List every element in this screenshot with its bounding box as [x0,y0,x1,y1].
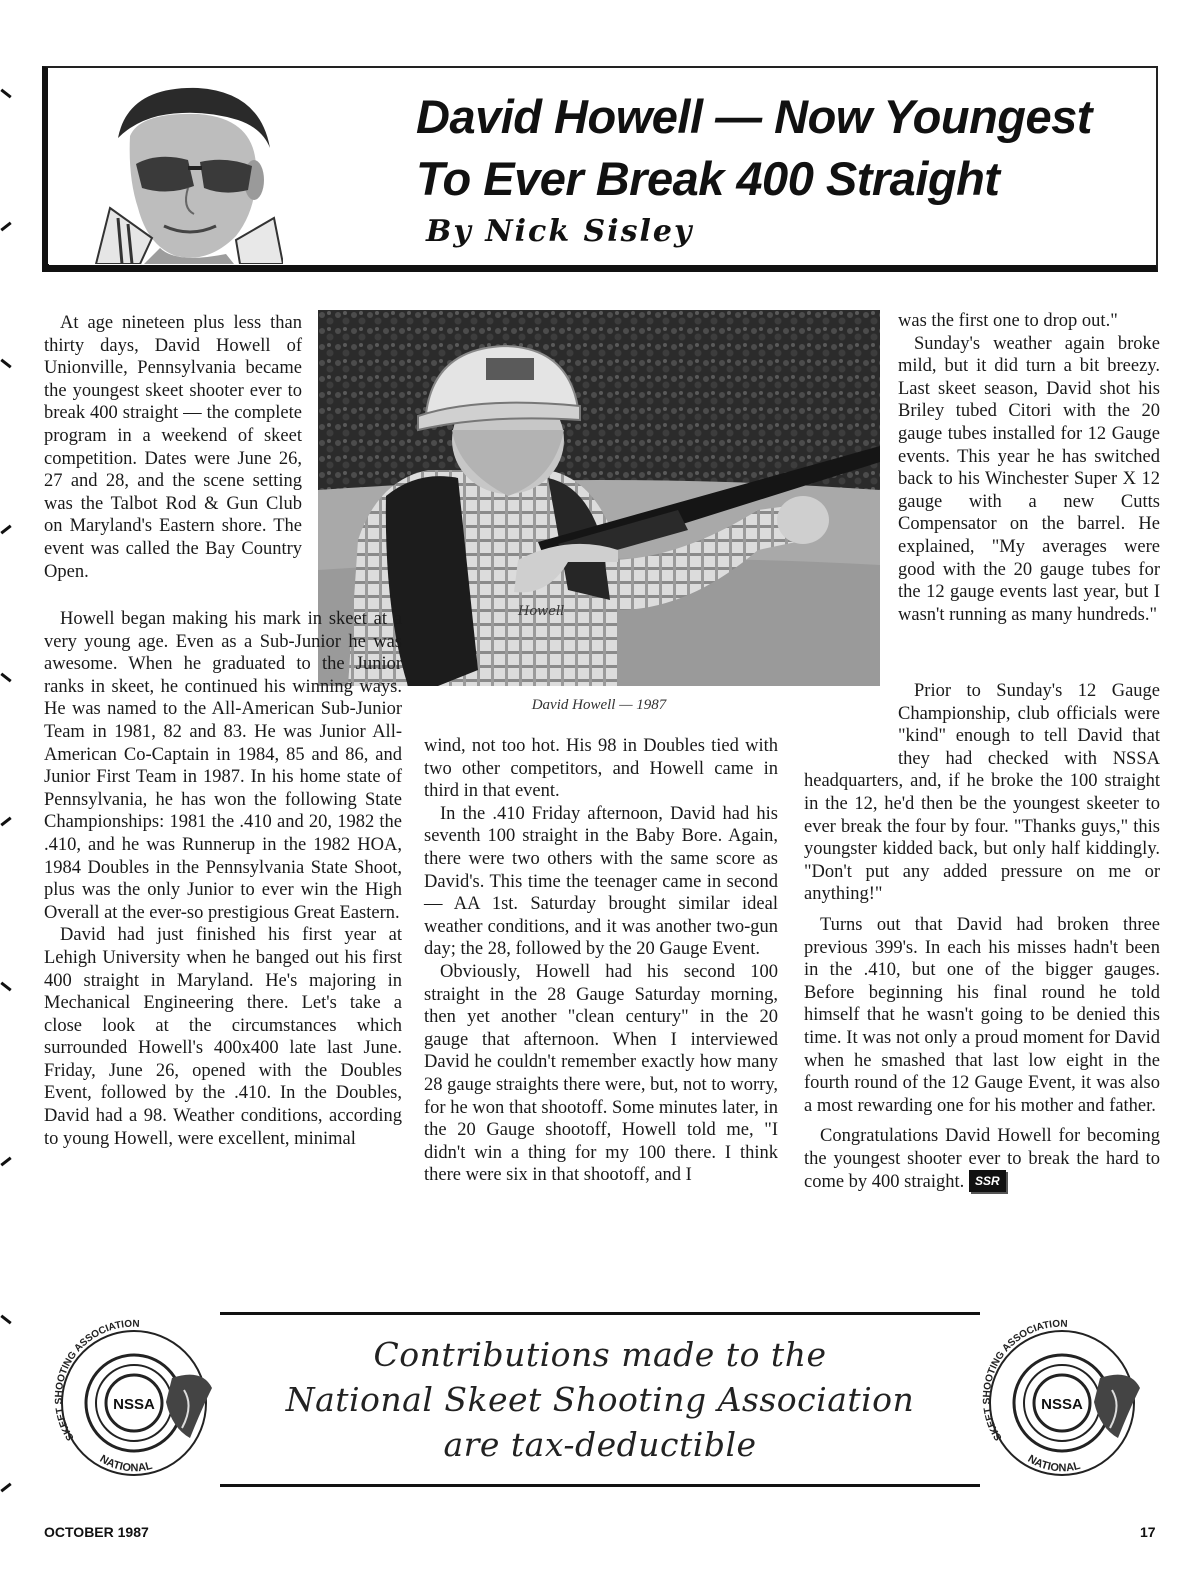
page-number: 17 [1140,1524,1156,1540]
margin-tick [0,1157,11,1167]
right-paragraph-4: Turns out that David had broken three previous 399's. In each his misses hadn't been in the .410, but one of the bigger gauges. Before beginning his final round he told himself that he wasn't going to be denied this time. It was not only a proud moment for David when he smashed that last low eight in the fourth round of the 12 Gauge Event, it was also a most rewarding one for his mother and father. [804,914,1160,1116]
column-left-continued [44,608,402,1150]
left-paragraph-3: David had just finished his first year at Lehigh University when he banged out his first 400 straight in Maryland. He's majoring in Mechanical Engineering there. Let's take a close look at the circumstances which surrounded Howell's 400x400 late last June. Friday, June 26, opened with the Doubles Event, followed by the .410. In the Doubles, David had a 98. Weather conditions, according to young Howell, were excellent, minimal [44,925,402,1149]
right-paragraph-2: Sunday's weather again broke mild, but it did turn a bit breezy. Last skeet season, David shot his Briley tubed Citori with the 20 gauge tubes installed for 12 Gauge events. This year he has switched back to his Winchester Super X 12 gauge with a new Cutts Compensator on the barrel. He explained, "My averages were good with the 20 gauge tubes for the 12 gauge events last year, but I wasn't running as many hundreds." [898,333,1160,625]
tax-deductible-banner [260,1332,940,1467]
middle-paragraph-1: wind, not too hot. His 98 in Doubles tied with two other competitors, and Howell came in third in that event. [424,736,778,802]
left-paragraph-1: At age nineteen plus less than thirty days, David Howell of Unionville, Pennsylvania became the youngest skeet shooter ever to break 400 straight — the complete program in a weekend of skeet competition. Dates were June 26, 27 and 28, and the scene setting was the Talbot Rod & Gun Club on Maryland's Eastern shore. The event was called the Bay Country Open. [44,313,302,582]
article-title [416,86,1158,210]
nssa-seal-left [52,1318,222,1488]
nssa-seal-right [980,1318,1150,1488]
right-paragraph-3: Prior to Sunday's 12 Gauge Championship, club officials were "kind" enough to tell David that they had checked with NSSA headquarters, and, if he broke the 100 straight in the 12, he'd then be the youngest skeeter to ever break the four by four. "Thanks guys," this youngster kidded back, but only half kiddingly. "Don't put any added pressure on me or anything!" [804,681,1160,905]
shirt-lettering: Howell [518,604,565,619]
margin-tick [0,1483,11,1493]
column-middle [424,735,778,1187]
issue-date: OCTOBER 1987 [44,1524,149,1540]
margin-tick [0,359,11,369]
column-right-top [898,310,1160,626]
author-portrait [48,68,283,264]
seal-center-text: NSSA [1041,1396,1083,1413]
column-right-bottom [804,680,1160,1194]
margin-tick [0,817,11,827]
left-paragraph-2: Howell began making his mark in skeet at a very young age. Even as a Sub-Junior he was awesome. When he graduated to the Junior ranks in skeet, he continued his winning ways. He was named to the All-American Sub-Junior Team in 1981, 82 and 83. He was Junior All-American Co-Captain in 1984, 85 and 86, and Junior First Team in 1987. In his home state of Pennsylvania, he has won the following State Championships: 1981 the .410 and 20, 1982 the .410, and he was Runnerup in the 1982 HOA, 1984 Doubles in the Pennsylvania State Shoot, plus was the only Junior to ever win the High Overall at the ever-so prestigious Great Eastern. [44,609,402,923]
byline: By Nick Sisley [426,214,694,249]
seal-ring-top-text: SKEET SHOOTING ASSOCIATION [981,1318,1068,1443]
photo-caption: David Howell — 1987 [531,697,667,713]
banner-bottom-rule [220,1484,980,1487]
banner-line-2: National Skeet Shooting Association [285,1380,915,1419]
seal-ring-bottom-text: NATIONAL [1025,1452,1082,1475]
title-line-2: To Ever Break 400 Straight [416,152,1000,205]
margin-tick [0,1315,11,1325]
margin-tick [0,222,11,232]
right-paragraph-5: Congratulations David Howell for becoming the youngest shooter ever to break the hard to come by 400 straight. SSR [804,1126,1160,1193]
right-paragraph-1: was the first one to drop out." [898,311,1118,331]
margin-tick [0,982,11,992]
column-left [44,312,402,583]
middle-paragraph-2: In the .410 Friday afternoon, David had his seventh 100 straight in the Baby Bore. Again, there were two others with the same score as David's. This time the teenager came in second — AA 1st. Saturday brought similar ideal weather conditions, and it was another two-gun day; the 28, followed by the 20 Gauge Event. [424,803,778,960]
margin-tick [0,89,11,99]
title-line-1: David Howell — Now Youngest [416,90,1092,143]
middle-paragraph-3: Obviously, Howell had his second 100 straight in the 28 Gauge Saturday morning, then yet another "clean century" in the 20 gauge that afternoon. When I interviewed David he couldn't remember exactly how many 28 gauge straights there were, but, not to worry, for he won that shootoff. Some minutes later, in the 20 Gauge shootoff, Howell told me, "I didn't win a thing for my 100 there. I think there were six in that shootoff, and I [424,961,778,1186]
ssr-end-mark: SSR [969,1170,1006,1192]
seal-ring-bottom-text: NATIONAL [97,1452,154,1475]
banner-line-1: Contributions made to the [373,1335,827,1374]
seal-ring-top-text: SKEET SHOOTING ASSOCIATION [53,1318,140,1443]
margin-tick [0,525,11,535]
margin-tick [0,673,11,683]
article-photo [318,310,880,686]
banner-line-3: are tax-deductible [443,1425,757,1464]
banner-top-rule [220,1312,980,1315]
seal-center-text: NSSA [113,1396,155,1413]
